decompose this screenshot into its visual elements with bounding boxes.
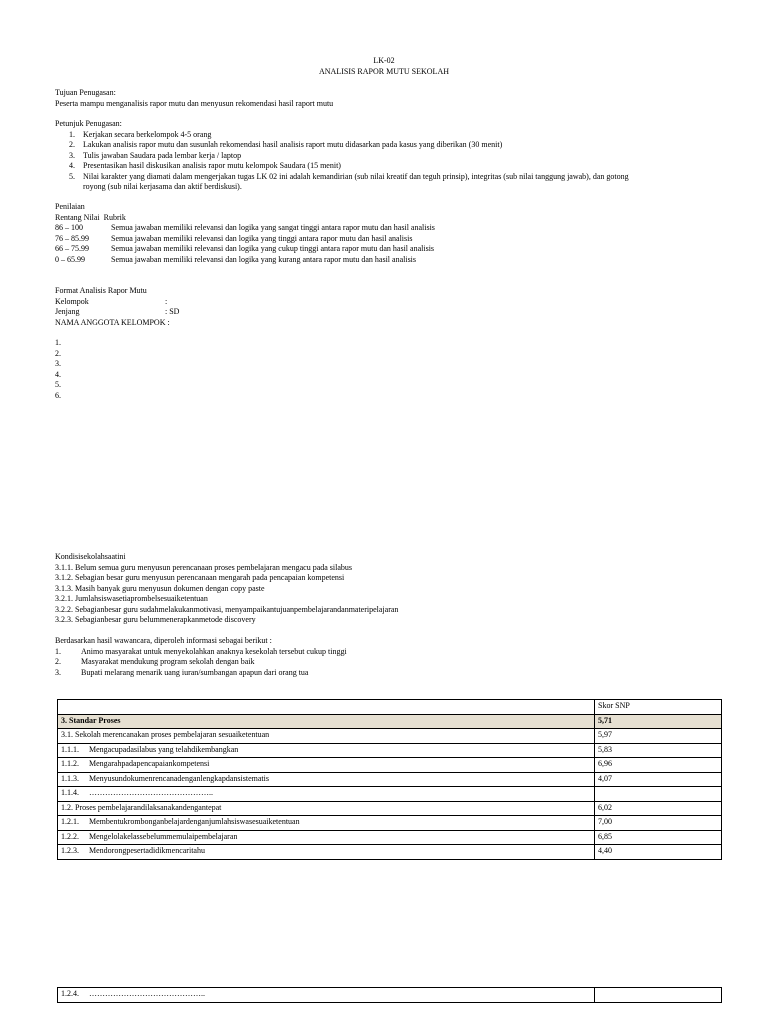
condition-item: 3.1.1. Belum semua guru menyusun perencanaan proses pembelajaran mengacu pada silabus bbox=[55, 562, 353, 572]
instructions-section bbox=[55, 119, 735, 193]
instructions-list bbox=[55, 130, 735, 193]
document-title: ANALISIS RAPOR MUTU SEKOLAH bbox=[318, 67, 449, 76]
members-list bbox=[55, 338, 61, 401]
condition-item: 3.2.2. Sebagianbesar guru sudahmelakukanmotivasi, menyampaikantujuanpembelajarandanmateripelajaran bbox=[55, 604, 399, 614]
instruction-item: 5. Nilai karakter yang diamati dalam mengerjakan tugas LK 02 ini adalah kemandirian (sub nilai kreatif dan teguh prinsip), integritas (sub nilai tanggung jawab), dan gotong bbox=[69, 171, 629, 181]
member-item: 2. bbox=[55, 348, 61, 358]
table-row: 1.2.4. …………………………………….. bbox=[58, 988, 722, 1003]
table-row: 1.1.2. Mengarahpadapencapaiankompetensi 6,96 bbox=[58, 758, 722, 773]
member-item: 5. bbox=[55, 380, 61, 389]
purpose-section bbox=[55, 88, 333, 109]
table-row: 3.1. Sekolah merencanakan proses pembelajaran sesuaiketentuan 5,97 bbox=[58, 729, 722, 744]
score-column-header: Skor SNP bbox=[595, 700, 722, 715]
condition-item: 3.2.1. Jumlahsiswasetiaprombelsesuaiketentuan bbox=[55, 594, 208, 603]
instruction-item: 4. Presentasikan hasil diskusikan analisis rapor mutu kelompok Saudara (15 menit) bbox=[69, 161, 341, 170]
interview-item: 2. Masyarakat mendukung program sekolah dengan baik bbox=[55, 657, 255, 666]
instruction-item: 1. Kerjakan secara berkelompok 4-5 orang bbox=[69, 129, 212, 139]
instruction-item-continued: royong (sub nilai kerjasama dan aktif berdiskusi). bbox=[83, 182, 242, 191]
assessment-header: Rentang Nilai Rubrik bbox=[55, 212, 126, 222]
group-field: Kelompok : bbox=[55, 296, 168, 306]
table-row: 1.2.1. Membentukrombonganbelajardenganjumlahsiswasesuaiketentuan 7,00 bbox=[58, 816, 722, 831]
condition-item: 3.1.3. Masih banyak guru menyusun dokumen dengan copy paste bbox=[55, 583, 265, 593]
conditions-title: Kondisisekolahsaatini bbox=[55, 552, 126, 561]
instruction-item: 3. Tulis jawaban Saudara pada lembar kerja / laptop bbox=[69, 150, 242, 160]
members-label: NAMA ANGGOTA KELOMPOK : bbox=[55, 317, 170, 327]
snp-score-table-continued bbox=[57, 987, 722, 1003]
rubric-row: 76 – 85.99 Semua jawaban memiliki relevansi dan logika yang tinggi antara rapor mutu dan hasil analisis bbox=[55, 233, 413, 243]
instructions-label: Petunjuk Penugasan: bbox=[55, 119, 122, 128]
rubric-row: 0 – 65.99 Semua jawaban memiliki relevansi dan logika yang kurang antara rapor mutu dan hasil analisis bbox=[55, 254, 417, 264]
interview-section bbox=[55, 636, 347, 678]
format-section bbox=[55, 286, 179, 328]
format-title: Format Analisis Rapor Mutu bbox=[55, 286, 147, 295]
member-item: 6. bbox=[55, 390, 61, 400]
interview-item: 1. Animo masyarakat untuk menyekolahkan anaknya kesekolah tersebut cukup tinggi bbox=[55, 646, 347, 656]
member-item: 4. bbox=[55, 369, 61, 379]
rubric-row: 86 – 100 Semua jawaban memiliki relevansi dan logika yang sangat tinggi antara rapor mutu dan hasil analisis bbox=[55, 223, 435, 232]
table-header-row bbox=[58, 700, 722, 715]
assessment-section bbox=[55, 202, 435, 265]
table-row-standard: 3. Standar Proses 5,71 bbox=[58, 714, 722, 729]
conditions-section bbox=[55, 552, 398, 626]
table-row: 1.1.3. Menyusundokumenrencanadenganlengkapdansistematis 4,07 bbox=[58, 772, 722, 787]
member-item: 3. bbox=[55, 359, 61, 368]
table-row: 1.1.4. ……………………………………….. bbox=[58, 787, 722, 802]
interview-item: 3. Bupati melarang menarik uang iuran/sumbangan apapun dari orang tua bbox=[55, 667, 309, 677]
condition-item: 3.1.2. Sebagian besar guru menyusun perencanaan mengarah pada pencapaian kompetensi bbox=[55, 573, 345, 582]
table-row: 1.2. Proses pembelajarandilaksanakandengantepat 6,02 bbox=[58, 801, 722, 816]
purpose-label: Tujuan Penugasan: bbox=[55, 88, 116, 97]
purpose-text: Peserta mampu menganalisis rapor mutu dan menyusun rekomendasi hasil raport mutu bbox=[55, 98, 334, 108]
member-item: 1. bbox=[55, 338, 61, 347]
snp-score-table bbox=[57, 699, 722, 860]
condition-item: 3.2.3. Sebagianbesar guru belummenerapkanmetode discovery bbox=[55, 615, 256, 624]
interview-intro: Berdasarkan hasil wawancara, diperoleh informasi sebagai berikut : bbox=[55, 636, 272, 645]
table-row: 1.1.1. Mengacupadasilabus yang telahdikembangkan 5,83 bbox=[58, 743, 722, 758]
table-row: 1.2.2. Mengelolakelassebelummemulaipembelajaran 6,85 bbox=[58, 830, 722, 845]
level-field: Jenjang : SD bbox=[55, 307, 180, 316]
table-row: 1.2.3. Mendorongpesertadidikmencaritahu 4,40 bbox=[58, 845, 722, 860]
assessment-label: Penilaian bbox=[55, 202, 85, 211]
document-code: LK-02 bbox=[373, 56, 395, 65]
instruction-item: 2. Lakukan analisis rapor mutu dan susunlah rekomendasi hasil analisis raport mutu didasarkan pada kasus yang diberikan (30 menit) bbox=[69, 140, 503, 149]
rubric-row: 66 – 75.99 Semua jawaban memiliki relevansi dan logika yang cukup tinggi antara rapor mutu dan hasil analisis bbox=[55, 244, 435, 253]
